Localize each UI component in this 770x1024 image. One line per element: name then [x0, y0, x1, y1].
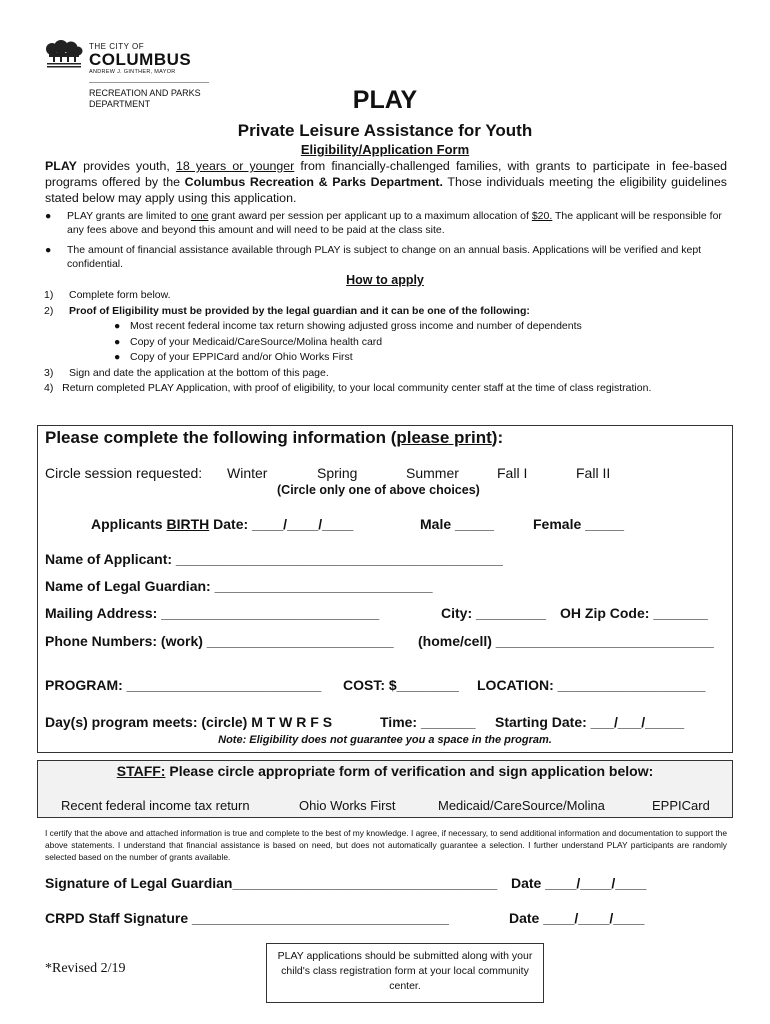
form-heading: [45, 428, 503, 448]
birth-date-field[interactable]: [91, 516, 353, 532]
guardian-name-field[interactable]: Name of Legal Guardian: ____________________________: [45, 578, 433, 594]
step-1: [44, 288, 728, 304]
sub-step-text: Copy of your Medicaid/CareSource/Molina health card: [130, 335, 383, 348]
time-field[interactable]: Time: _______: [380, 714, 476, 730]
city-field[interactable]: City: _________: [441, 605, 547, 621]
intro-text-1: provides youth,: [76, 159, 176, 173]
form-heading-print: please print: [396, 428, 492, 447]
tree-skyline-icon: [45, 40, 83, 70]
bullet-text-a: PLAY grants are limited to: [67, 210, 191, 222]
session-label: Circle session requested:: [45, 465, 203, 481]
sub-step-text: Most recent federal income tax return showing adjusted gross income and number of dependents: [130, 320, 582, 332]
step-text: Return completed PLAY Application, with proof of eligibility, to your local community center staff at the time of class registration.: [62, 382, 652, 394]
female-option[interactable]: Female _____: [533, 516, 625, 532]
staff-heading: [37, 763, 733, 779]
intro-age: 18 years or younger: [175, 159, 295, 173]
staff-signature-field[interactable]: CRPD Staff Signature _________________________________: [45, 910, 449, 926]
staff-date-field[interactable]: Date ____/____/____: [509, 910, 645, 926]
days-field[interactable]: [45, 714, 332, 730]
circle-note: (Circle only one of above choices): [277, 483, 480, 497]
applicant-name-field[interactable]: Name of Applicant: __________________________________________: [45, 551, 503, 567]
step-number: 4): [44, 382, 54, 394]
step-2: [44, 304, 728, 320]
staff-label: STAFF:: [116, 763, 166, 779]
staff-text: Please circle appropriate form of verification and sign application below:: [165, 763, 654, 779]
dept-line-1: RECREATION AND PARKS: [89, 88, 201, 98]
intro-text-2: from financially-challenged families, with grants to participate in fee-based programs offered by the: [45, 159, 727, 189]
step-2a: [44, 319, 728, 335]
logo-line-1: THE CITY OF: [89, 42, 145, 51]
step-4: [44, 381, 728, 397]
page-title: PLAY: [352, 86, 418, 114]
bullet-dot: ●: [114, 351, 121, 363]
mailing-address-field[interactable]: Mailing Address: ____________________________: [45, 605, 380, 621]
bullet-text-one: one: [190, 210, 209, 222]
intro-paragraph: [45, 158, 727, 206]
bullet-text-amount: $20.: [531, 210, 553, 222]
step-number: 3): [44, 366, 54, 379]
male-option[interactable]: Male _____: [420, 516, 494, 532]
session-spring[interactable]: Spring: [317, 465, 358, 481]
cost-field[interactable]: COST: $________: [343, 677, 459, 693]
dept-line-2: DEPARTMENT: [89, 99, 151, 109]
staff-option-medicaid[interactable]: Medicaid/CareSource/Molina: [438, 798, 605, 813]
intro-text-3: Those individuals meeting the eligibility guidelines stated below may apply using this application.: [45, 175, 727, 205]
session-fall-2[interactable]: Fall II: [576, 465, 611, 481]
bullet-text-c: grant award per session per applicant up to a maximum allocation of: [208, 210, 532, 222]
bullet-text-e: The applicant will be responsible for any fees above and beyond this amount and will need to be paid at the class site.: [67, 210, 722, 236]
home-phone-field[interactable]: (home/cell) ____________________________: [418, 633, 714, 649]
location-field[interactable]: LOCATION: ___________________: [477, 677, 706, 693]
step-3: [44, 366, 728, 382]
logo-mayor: ANDREW J. GINTHER, MAYOR: [89, 69, 176, 75]
step-2b: [44, 335, 728, 351]
bullet-dot: ●: [114, 335, 121, 348]
form-heading-a: Please complete the following information (: [45, 428, 397, 447]
logo-divider: [89, 82, 209, 83]
step-number: 2): [44, 304, 54, 317]
logo-city-name: COLUMBUS: [89, 50, 192, 69]
revision-note: *Revised 2/19: [45, 961, 126, 976]
submission-note-box: PLAY applications should be submitted along with your child's class registration form at your local community center.: [266, 943, 544, 1003]
days-options: M T W R F S: [251, 714, 333, 730]
bullet-text: The amount of financial assistance available through PLAY is subject to change on an annual basis. Applications will be verified and kept confidential.: [67, 244, 702, 270]
eligibility-note: Note: Eligibility does not guarantee you a space in the program.: [218, 734, 552, 746]
step-2c: [44, 350, 728, 366]
step-number: 1): [44, 289, 54, 301]
days-label: Day(s) program meets: (circle): [45, 714, 252, 730]
form-title: Eligibility/Application Form: [300, 142, 470, 157]
step-text: Sign and date the application at the bottom of this page.: [69, 366, 329, 379]
session-winter[interactable]: Winter: [227, 465, 268, 481]
starting-date-field[interactable]: Starting Date: ___/___/_____: [495, 714, 685, 730]
page-subtitle: Private Leisure Assistance for Youth: [237, 121, 533, 140]
step-text: Proof of Eligibility must be provided by the legal guardian and it can be one of the following:: [69, 304, 530, 317]
staff-option-eppicard[interactable]: EPPICard: [652, 798, 710, 813]
program-field[interactable]: PROGRAM: _________________________: [45, 677, 322, 693]
guardian-date-field[interactable]: Date ____/____/____: [511, 875, 647, 891]
staff-option-ohio-works[interactable]: Ohio Works First: [299, 798, 396, 813]
steps-list: [44, 288, 728, 397]
sub-step-text: Copy of your EPPICard and/or Ohio Works First: [130, 351, 353, 363]
how-to-apply-heading: How to apply: [346, 273, 424, 287]
bullet-dot: ●: [45, 244, 52, 256]
bullet-dot: ●: [114, 320, 121, 332]
step-text: Complete form below.: [69, 289, 171, 301]
session-summer[interactable]: Summer: [406, 465, 459, 481]
birth-label-c: Date: ____/____/____: [209, 516, 354, 532]
guardian-signature-field[interactable]: Signature of Legal Guardian__________________________________: [45, 875, 498, 891]
bullet-text: [67, 209, 727, 237]
certification-text: I certify that the above and attached information is true and complete to the best of my knowledge. I agree, if necessary, to send additional information and documentation to support the above statements. I understand that financial assistance is based on need, but does not automatically guarantee a selection. I further understand PLAY participants are randomly selected based on the number of grants available.: [45, 828, 727, 862]
session-fall-1[interactable]: Fall I: [497, 465, 528, 481]
intro-play: PLAY: [45, 159, 77, 173]
form-heading-c: ):: [491, 428, 504, 447]
work-phone-field[interactable]: Phone Numbers: (work) ________________________: [45, 633, 394, 649]
bullet-dot: ●: [45, 210, 52, 222]
birth-label-a: Applicants: [91, 516, 167, 532]
zip-field[interactable]: OH Zip Code: _______: [560, 605, 708, 621]
staff-option-tax-return[interactable]: Recent federal income tax return: [61, 798, 250, 813]
birth-label-b: BIRTH: [166, 516, 210, 532]
intro-department: Columbus Recreation & Parks Department.: [184, 175, 443, 189]
